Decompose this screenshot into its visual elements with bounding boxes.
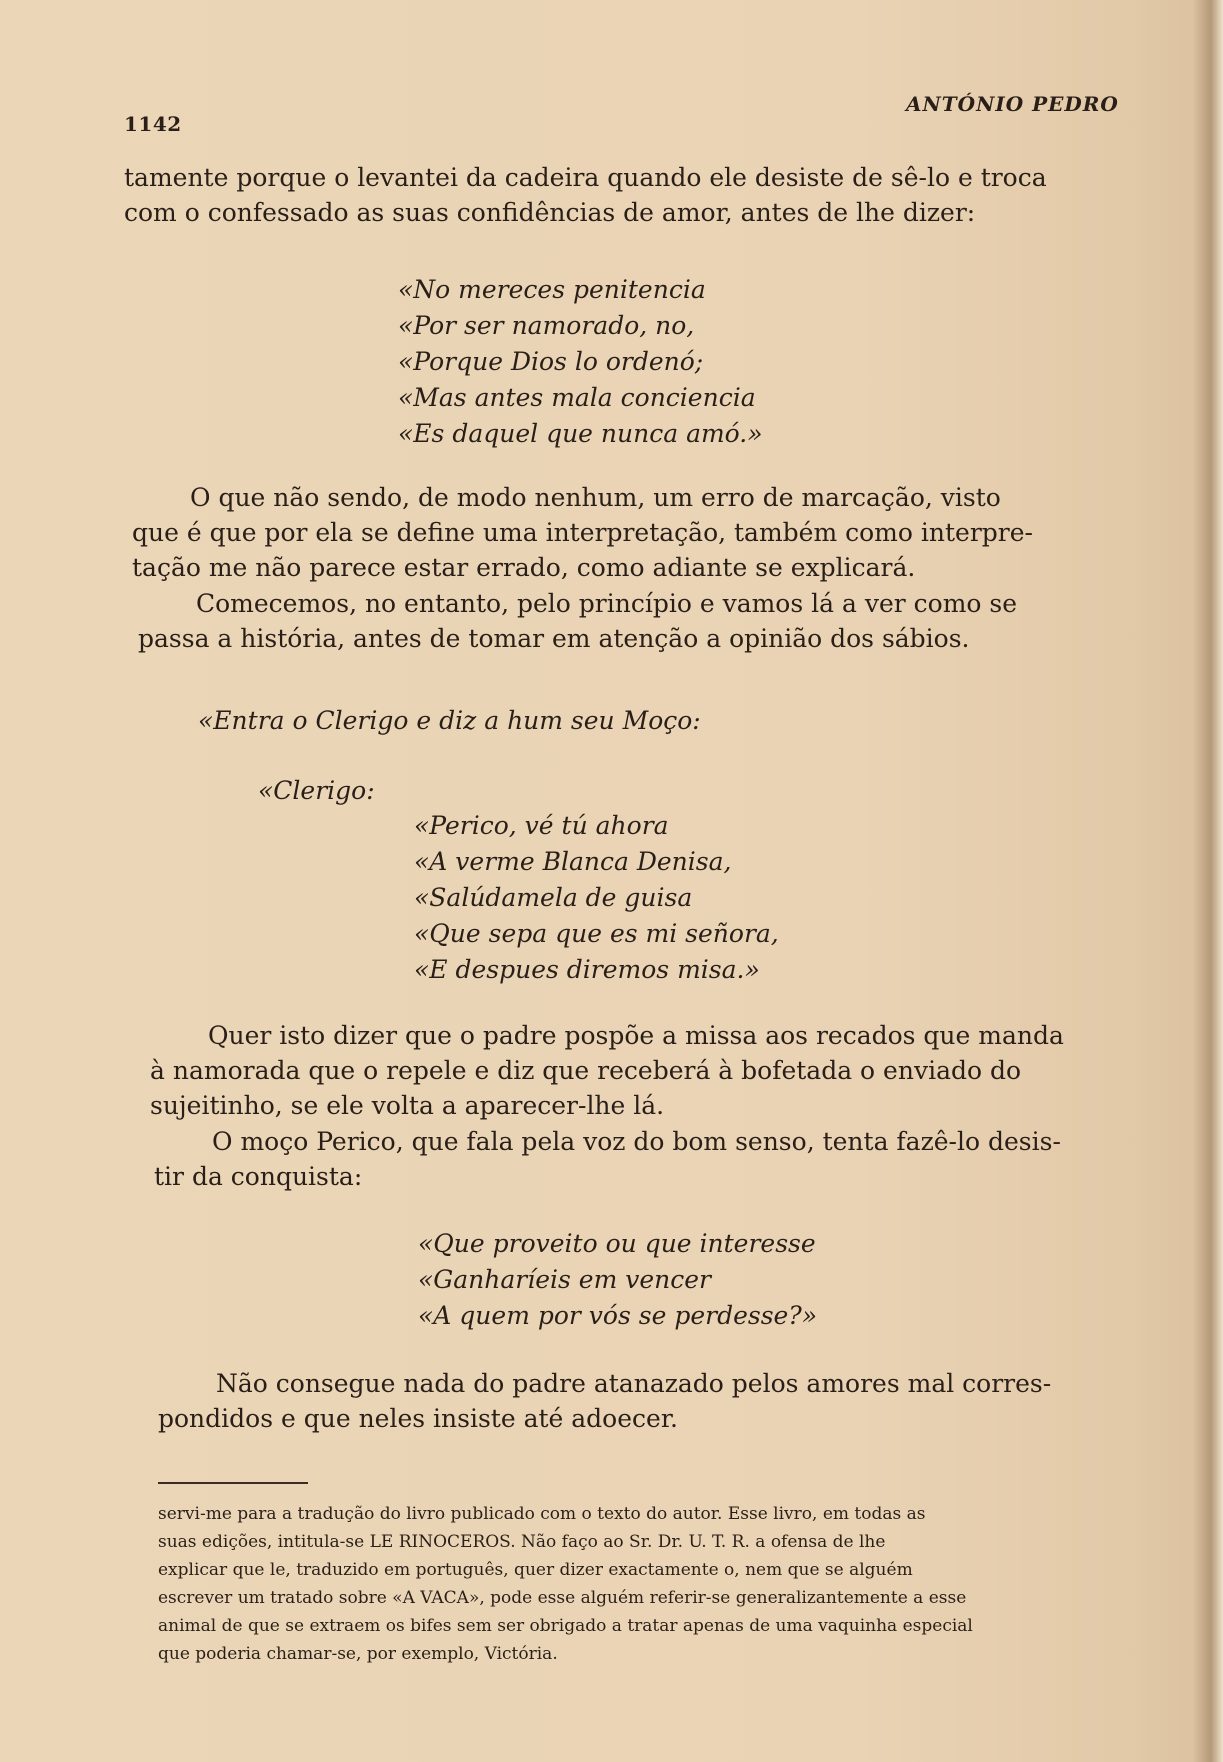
verse-line: «Mas antes mala conciencia (398, 383, 756, 412)
verse-line: «Ganharíeis em vencer (418, 1265, 712, 1294)
verse-line: «Que proveito ou que interesse (418, 1229, 816, 1258)
paragraph-1 (124, 160, 1124, 230)
verse-line: «No mereces penitencia (398, 275, 706, 304)
paragraph-4 (150, 1018, 1150, 1123)
text-line: pondidos e que neles insiste até adoecer. (158, 1404, 678, 1433)
text-line: Quer isto dizer que o padre pospõe a missa aos recados que manda (208, 1021, 1064, 1050)
paragraph-6 (158, 1366, 1158, 1436)
text-line: tir da conquista: (154, 1162, 363, 1191)
footnote-line: que poderia chamar-se, por exemplo, Victória. (158, 1644, 558, 1664)
speaker-label: «Clerigo: (258, 776, 375, 805)
verse-line: «Porque Dios lo ordenó; (398, 347, 704, 376)
footnote-line: animal de que se extraem os bifes sem ser obrigado a tratar apenas de uma vaquinha especial (158, 1616, 973, 1636)
running-header-author: ANTÓNIO PEDRO (906, 92, 1119, 116)
text-line: Não consegue nada do padre atanazado pelos amores mal corres- (216, 1369, 1052, 1398)
verse-line: «Perico, vé tú ahora (414, 811, 669, 840)
paragraph-3 (138, 586, 1138, 656)
paragraph-5 (154, 1124, 1154, 1194)
verse-line: «A quem por vós se perdesse?» (418, 1301, 818, 1330)
verse-line: «E despues diremos misa.» (414, 955, 760, 984)
text-line: O moço Perico, que fala pela voz do bom senso, tenta fazê-lo desis- (212, 1127, 1061, 1156)
verse-line: «Que sepa que es mi señora, (414, 919, 779, 948)
verse-3 (418, 1226, 817, 1334)
page-number: 1142 (124, 112, 182, 136)
text-line: passa a história, antes de tomar em atenção a opinião dos sábios. (138, 624, 970, 653)
text-line: tamente porque o levantei da cadeira quando ele desiste de sê-lo e troca (124, 163, 1047, 192)
text-line: Comecemos, no entanto, pelo princípio e vamos lá a ver como se (196, 589, 1018, 618)
stage-direction: «Entra o Clerigo e diz a hum seu Moço: (198, 706, 701, 735)
footnote-separator (158, 1482, 308, 1484)
verse-line: «Es daquel que nunca amó.» (398, 419, 763, 448)
verse-line: «Salúdamela de guisa (414, 883, 693, 912)
footnote (158, 1500, 1163, 1668)
verse-line: «A verme Blanca Denisa, (414, 847, 732, 876)
page-edge-shadow (1193, 0, 1223, 1762)
text-line: que é que por ela se define uma interpretação, também como interpre- (132, 518, 1033, 547)
footnote-line: escrever um tratado sobre «A VACA», pode esse alguém referir-se generalizantemente a esse (158, 1588, 967, 1608)
text-line: à namorada que o repele e diz que receberá à bofetada o enviado do (150, 1056, 1022, 1085)
text-line: O que não sendo, de modo nenhum, um erro de marcação, visto (190, 483, 1001, 512)
verse-1 (398, 272, 763, 452)
footnote-line: explicar que le, traduzido em português, quer dizer exactamente o, nem que se alguém (158, 1560, 913, 1580)
verse-2 (414, 808, 779, 988)
text-line: sujeitinho, se ele volta a aparecer-lhe lá. (150, 1091, 665, 1120)
footnote-line: suas edições, intitula-se LE RINOCEROS. Não faço ao Sr. Dr. U. T. R. a ofensa de lhe (158, 1532, 886, 1552)
paragraph-2 (132, 480, 1132, 585)
footnote-line: servi-me para a tradução do livro publicado com o texto do autor. Esse livro, em todas as (158, 1504, 926, 1524)
text-line: tação me não parece estar errado, como adiante se explicará. (132, 553, 916, 582)
text-line: com o confessado as suas confidências de amor, antes de lhe dizer: (124, 198, 976, 227)
verse-line: «Por ser namorado, no, (398, 311, 695, 340)
